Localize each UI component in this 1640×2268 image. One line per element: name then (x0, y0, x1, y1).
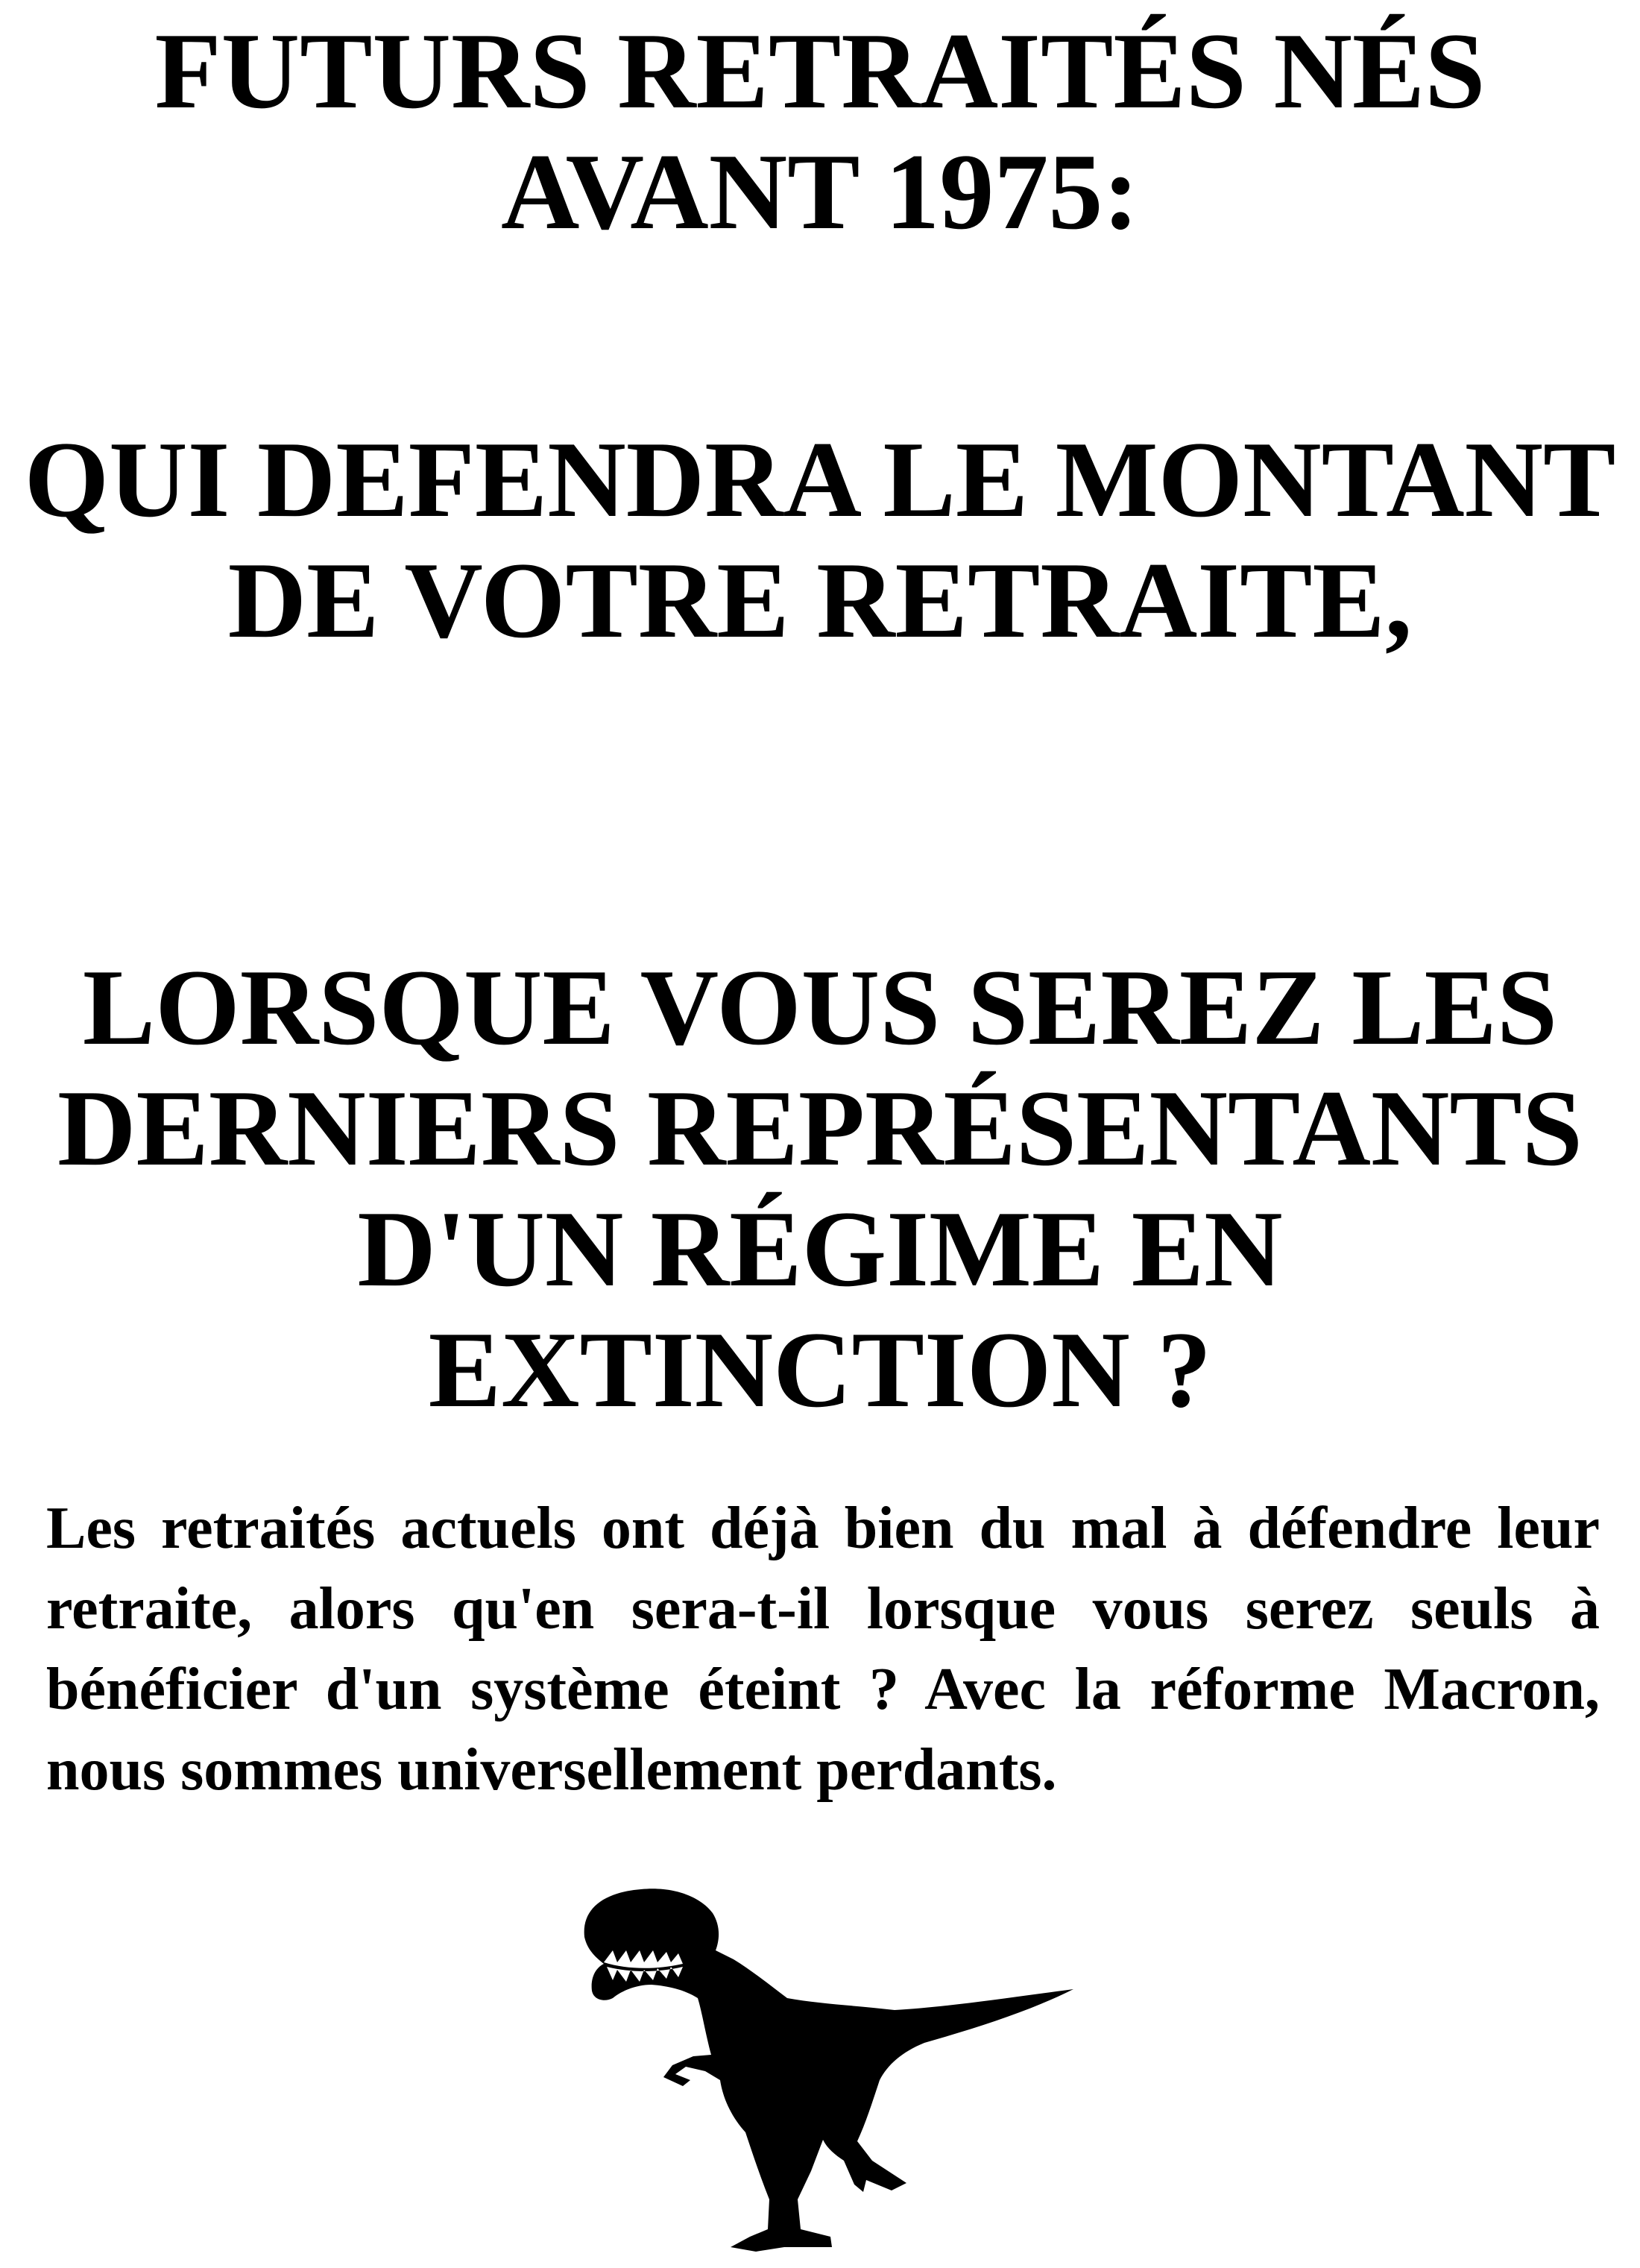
headline-last-representatives: LORSQUE VOUS SEREZ LES DERNIERS REPRÉSENTANTS D'UN RÉGIME EN EXTINCTION ? (57, 947, 1583, 1430)
body-paragraph: Les retraités actuels ont déjà bien du mal à défendre leur retraite, alors qu'en sera-t-il lorsque vous serez seuls à bénéficier d'un système éteint ? Avec la réforme Macron, nous sommes universellement perdants. (46, 1496, 1600, 1803)
headline-born-before-1975: FUTURS RETRAITÉS NÉS AVANT 1975: (154, 10, 1486, 252)
dinosaur-icon (574, 1879, 1081, 2252)
headline-who-will-defend: QUI DEFENDRA LE MONTANT DE VOTRE RETRAITE, (24, 419, 1616, 661)
